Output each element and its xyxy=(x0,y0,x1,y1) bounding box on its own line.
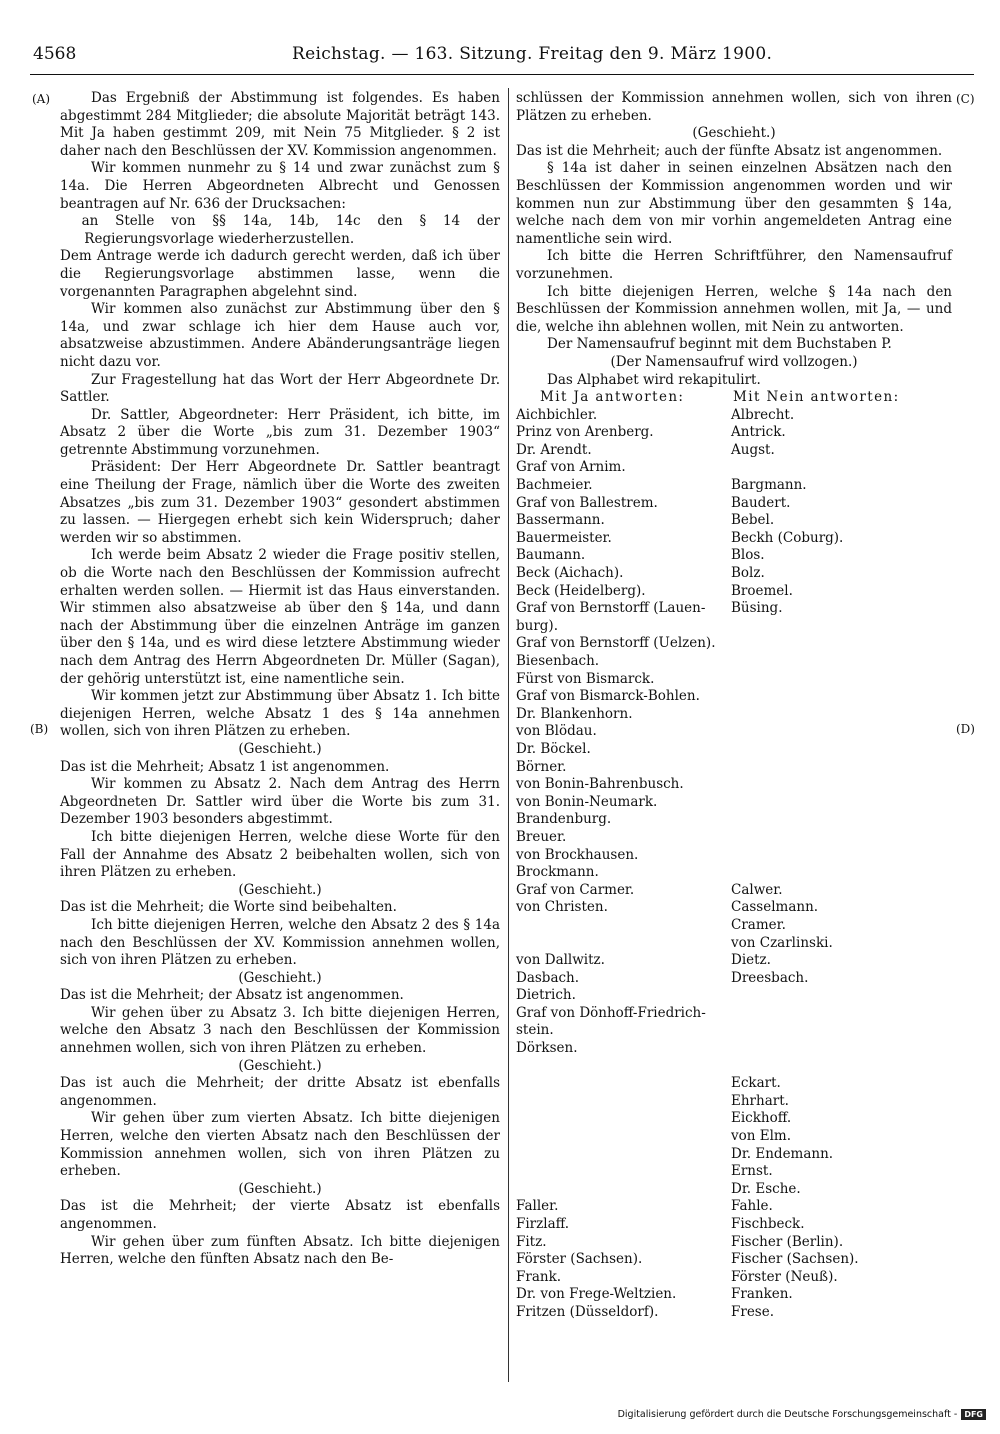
no-name: Bargmann. xyxy=(731,477,807,494)
paragraph: Ich bitte die Herren Schriftführer, den Namensaufruf vorzunehmen. xyxy=(516,248,952,282)
vote-row xyxy=(516,530,952,548)
vote-row xyxy=(516,864,952,882)
margin-mark-b: (B) xyxy=(30,722,49,736)
yes-name: Aichbichler. xyxy=(516,406,598,423)
vote-row xyxy=(516,776,952,794)
vote-row xyxy=(516,1286,952,1304)
no-name: Albrecht. xyxy=(731,406,795,423)
yes-name: Fürst von Bismarck. xyxy=(516,670,655,687)
paragraph: Wir gehen über zu Absatz 3. Ich bitte diejenigen Herren, welche den Absatz 3 nach den Beschlüssen der Kommission annehmen wollen, sich von ihren Plätzen zu erheben. xyxy=(60,1004,500,1057)
yes-name: Faller. xyxy=(516,1198,559,1215)
no-name: Blos. xyxy=(731,547,765,564)
yes-name xyxy=(516,1075,731,1093)
no-name: Ernst. xyxy=(731,1163,773,1180)
vote-row xyxy=(516,547,952,565)
vote-row xyxy=(516,1163,952,1181)
yes-name: Brockmann. xyxy=(516,864,599,881)
no-name xyxy=(731,794,952,812)
no-name: Broemel. xyxy=(731,582,793,599)
vote-row xyxy=(516,952,952,970)
yes-name xyxy=(516,935,731,953)
no-name xyxy=(731,618,952,636)
yes-name: Bauermeister. xyxy=(516,529,612,546)
no-name: Dreesbach. xyxy=(731,969,809,986)
yes-name: Förster (Sachsen). xyxy=(516,1251,643,1268)
paragraph: an Stelle von §§ 14a, 14b, 14c den § 14 der Regierungsvorlage wiederherzustellen. xyxy=(81,213,500,247)
vote-row xyxy=(516,706,952,724)
paragraph: (Geschieht.) xyxy=(238,740,322,757)
paragraph: (Geschieht.) xyxy=(238,1180,322,1197)
vote-row xyxy=(516,917,952,935)
vote-row xyxy=(516,618,952,636)
yes-name xyxy=(516,1058,731,1076)
yes-name: Dr. Böckel. xyxy=(516,740,591,757)
no-name xyxy=(731,776,952,794)
vote-row xyxy=(516,1216,952,1234)
vote-row xyxy=(516,794,952,812)
footer xyxy=(618,1409,986,1420)
yes-name: Prinz von Arenberg. xyxy=(516,424,654,441)
dfg-logo: DFG xyxy=(961,1409,986,1420)
yes-name: Baumann. xyxy=(516,547,586,564)
no-name: Bebel. xyxy=(731,512,775,529)
yes-name: Graf von Ballestrem. xyxy=(516,494,658,511)
no-name xyxy=(731,723,952,741)
paragraph: Wir kommen nunmehr zu § 14 und zwar zunächst zum § 14a. Die Herren Abgeordneten Albrecht und Genossen beantragen auf Nr. 636 der Drucksachen: xyxy=(60,160,500,212)
paragraph: (Geschieht.) xyxy=(238,881,322,898)
footer-text: Digitalisierung gefördert durch die Deutsche Forschungsgemeinschaft - xyxy=(617,1409,958,1420)
vote-row xyxy=(516,811,952,829)
no-name: Beckh (Coburg). xyxy=(731,529,844,546)
no-name: von Czarlinski. xyxy=(731,934,833,951)
vote-row xyxy=(516,1146,952,1164)
right-column-text xyxy=(516,90,952,389)
no-name: Fischer (Sachsen). xyxy=(731,1251,859,1268)
no-name: Dr. Esche. xyxy=(731,1180,801,1197)
no-name xyxy=(731,635,952,653)
paragraph: Wir gehen über zum fünften Absatz. Ich bitte diejenigen Herren, welche den fünften Absatz nach den Be- xyxy=(60,1233,500,1268)
yes-name xyxy=(516,1093,731,1111)
vote-row xyxy=(516,653,952,671)
roll-call-list xyxy=(516,389,952,1321)
no-name xyxy=(731,1058,952,1076)
yes-name xyxy=(516,1128,731,1146)
no-name: Cramer. xyxy=(731,916,786,933)
no-name: Fischer (Berlin). xyxy=(731,1233,844,1250)
vote-row xyxy=(516,583,952,601)
vote-row xyxy=(516,442,952,460)
paragraph: Wir kommen jetzt zur Abstimmung über Absatz 1. Ich bitte diejenigen Herren, welche Absatz 1 des § 14a annehmen wollen, sich von ihren Plätzen zu erheben. xyxy=(60,688,500,740)
no-name: Antrick. xyxy=(731,424,786,441)
vote-row xyxy=(516,882,952,900)
yes-name: Dörksen. xyxy=(516,1040,578,1057)
paragraph: (Geschieht.) xyxy=(692,125,776,142)
no-name: Baudert. xyxy=(731,494,791,511)
paragraph: Präsident: Der Herr Abgeordnete Dr. Sattler beantragt eine Theilung der Frage, nämlich über die Worte des zweiten Absatzes „bis zum 31. Dezember 1903“ gesondert abstimmen zu lassen. — Hiergegen erhebt sich kein Widerspruch; daher werden wir so abstimmen. xyxy=(60,459,500,546)
yes-name: Biesenbach. xyxy=(516,653,600,669)
no-name xyxy=(731,671,952,689)
yes-name: von Blödau. xyxy=(516,723,597,740)
yes-name: Bassermann. xyxy=(516,512,605,529)
vote-row xyxy=(516,1040,952,1058)
paragraph: Das ist auch die Mehrheit; der dritte Absatz ist ebenfalls angenommen. xyxy=(60,1075,500,1109)
vote-row xyxy=(516,1075,952,1093)
yes-name: Dasbach. xyxy=(516,969,580,986)
no-name: Augst. xyxy=(731,441,775,458)
paragraph: Wir kommen zu Absatz 2. Nach dem Antrag des Herrn Abgeordneten Dr. Sattler wird über die Worte bis zum 31. Dezember 1903 besonders abgestimmt. xyxy=(60,776,500,828)
no-name: Ehrhart. xyxy=(731,1092,789,1109)
yes-name: von Brockhausen. xyxy=(516,846,639,863)
paragraph: (Geschieht.) xyxy=(238,969,322,986)
no-name xyxy=(731,987,952,1005)
paragraph: Zur Fragestellung hat das Wort der Herr Abgeordnete Dr. Sattler. xyxy=(60,371,500,406)
vote-row xyxy=(516,424,952,442)
yes-name: von Bonin-Neumark. xyxy=(516,793,658,810)
vote-row xyxy=(516,600,952,618)
no-name: Dietz. xyxy=(731,952,771,969)
column-divider xyxy=(508,88,509,1382)
vote-row xyxy=(516,829,952,847)
yes-name: Brandenburg. xyxy=(516,811,612,828)
header-rule xyxy=(30,74,974,75)
yes-name: Frank. xyxy=(516,1268,562,1285)
paragraph: Ich werde beim Absatz 2 wieder die Frage positiv stellen, ob die Worte nach den Beschlüssen der Kommission aufrecht erhalten werden sollen. — Hiermit ist das Haus einverstanden. Wir stimmen also absatzweise ab über den § 14a, und dann nach der Abstimmung über die einzelnen Anträge im ganzen über den § 14a, und es wird diese letztere Abstimmung wieder nach dem Antrag des Herrn Abgeordneten Dr. Müller (Sagan), der gehörig unterstützt ist, eine namentliche sein. xyxy=(60,547,500,687)
paragraph: Wir gehen über zum vierten Absatz. Ich bitte diejenigen Herren, welche den vierten Absatz nach den Beschlüssen der Kommission annehmen wollen, sich von ihren Plätzen zu erheben. xyxy=(60,1110,500,1180)
no-name: Calwer. xyxy=(731,881,783,898)
paragraph: Wir kommen also zunächst zur Abstimmung über den § 14a, und zwar schlage ich hier dem Hause auch vor, absatzweise abzustimmen. Andere Abänderungsanträge liegen nicht dazu vor. xyxy=(60,301,500,370)
vote-row xyxy=(516,1128,952,1146)
yes-name: Beck (Heidelberg). xyxy=(516,582,646,599)
no-name xyxy=(731,1005,952,1023)
no-name: Eckart. xyxy=(731,1075,781,1092)
paragraph: Das ist die Mehrheit; Absatz 1 ist angenommen. xyxy=(60,758,390,775)
yes-name: Firzlaff. xyxy=(516,1216,570,1232)
no-name: Franken. xyxy=(731,1286,793,1303)
no-name: Förster (Neuß). xyxy=(731,1268,838,1285)
vote-row xyxy=(516,899,952,917)
yes-name: Bachmeier. xyxy=(516,477,593,494)
vote-row xyxy=(516,1304,952,1322)
yes-name: Beck (Aichach). xyxy=(516,565,624,582)
no-name xyxy=(731,1022,952,1040)
vote-row xyxy=(516,1093,952,1111)
paragraph: Ich bitte diejenigen Herren, welche den Absatz 2 des § 14a nach den Beschlüssen der XV. Kommission annehmen wollen, sich von ihren Plätzen zu erheben. xyxy=(60,916,500,969)
paragraph: Das ist die Mehrheit; die Worte sind beibehalten. xyxy=(60,899,397,916)
vote-row xyxy=(516,1058,952,1076)
yes-name: Graf von Bismarck-Bohlen. xyxy=(516,688,700,705)
vote-row xyxy=(516,495,952,513)
vote-row xyxy=(516,1110,952,1128)
no-name xyxy=(731,741,952,759)
running-title: Reichstag. — 163. Sitzung. Freitag den 9. März 1900. xyxy=(292,44,773,64)
vote-row xyxy=(516,1198,952,1216)
vote-row xyxy=(516,935,952,953)
vote-row xyxy=(516,741,952,759)
yes-name xyxy=(516,1146,731,1164)
vote-row xyxy=(516,987,952,1005)
yes-name: Börner. xyxy=(516,758,567,775)
margin-mark-c: (C) xyxy=(956,92,975,106)
yes-name: stein. xyxy=(516,1022,554,1039)
paragraph: Das Alphabet wird rekapitulirt. xyxy=(547,371,761,388)
vote-row xyxy=(516,688,952,706)
vote-row xyxy=(516,1005,952,1023)
vote-row xyxy=(516,1251,952,1269)
yes-name: burg). xyxy=(516,617,558,634)
paragraph: Dr. Sattler, Abgeordneter: Herr Präsident, ich bitte, im Absatz 2 über die Worte „bis zum 31. Dezember 1903“ getrennte Abstimmung vorzunehmen. xyxy=(60,406,500,458)
yes-name xyxy=(516,1110,731,1128)
no-name xyxy=(731,847,952,865)
margin-mark-a: (A) xyxy=(32,92,51,106)
yes-name: von Christen. xyxy=(516,899,608,916)
paragraph: Das ist die Mehrheit; der Absatz ist angenommen. xyxy=(60,987,404,1004)
paragraph: Das ist die Mehrheit; auch der fünfte Absatz ist angenommen. xyxy=(516,142,943,159)
yes-name: Dr. von Frege-Weltzien. xyxy=(516,1286,677,1303)
yes-name: Graf von Dönhoff-Friedrich- xyxy=(516,1004,706,1021)
yes-name xyxy=(516,1181,731,1199)
vote-row xyxy=(516,1181,952,1199)
yes-name xyxy=(516,1163,731,1181)
yes-name: Graf von Bernstorff (Lauen- xyxy=(516,600,706,617)
vote-row xyxy=(516,635,952,653)
right-column xyxy=(516,90,952,1322)
no-name: Dr. Endemann. xyxy=(731,1145,834,1162)
vote-row xyxy=(516,407,952,425)
paragraph: (Geschieht.) xyxy=(238,1057,322,1074)
no-name xyxy=(731,1040,952,1058)
no-name: Frese. xyxy=(731,1303,775,1320)
yes-name: Graf von Arnim. xyxy=(516,459,626,476)
left-column xyxy=(60,90,500,1269)
vote-row xyxy=(516,1022,952,1040)
paragraph: Der Namensaufruf beginnt mit dem Buchstaben P. xyxy=(547,336,892,353)
margin-mark-d: (D) xyxy=(956,722,975,736)
paragraph: (Der Namensaufruf wird vollzogen.) xyxy=(610,353,858,370)
roll-call-header xyxy=(516,389,952,407)
no-name xyxy=(731,653,952,671)
yes-name: Dietrich. xyxy=(516,987,576,1004)
vote-row xyxy=(516,512,952,530)
yes-name: von Dallwitz. xyxy=(516,952,605,969)
no-name: von Elm. xyxy=(731,1128,792,1145)
vote-rows xyxy=(516,407,952,1322)
vote-row xyxy=(516,477,952,495)
no-name xyxy=(731,688,952,706)
no-name: Eickhoff. xyxy=(731,1110,792,1127)
vote-row xyxy=(516,723,952,741)
vote-row xyxy=(516,847,952,865)
yes-name: von Bonin-Bahrenbusch. xyxy=(516,776,684,793)
yes-name: Dr. Blankenhorn. xyxy=(516,705,633,722)
vote-row xyxy=(516,459,952,477)
no-name: Fahle. xyxy=(731,1198,773,1215)
page-header xyxy=(0,0,1000,70)
no-name: Büsing. xyxy=(731,600,783,617)
no-name xyxy=(731,459,952,477)
no-name xyxy=(731,829,952,847)
yes-name: Fritzen (Düsseldorf). xyxy=(516,1303,659,1320)
yes-name: Graf von Carmer. xyxy=(516,881,635,898)
paragraph: Ich bitte diejenigen Herren, welche § 14a nach den Beschlüssen der Kommission annehmen wollen, mit Ja, — und die, welche ihn ablehnen wollen, mit Nein zu antworten. xyxy=(516,283,952,335)
yes-name: Breuer. xyxy=(516,828,567,845)
no-name xyxy=(731,706,952,724)
no-name xyxy=(731,759,952,777)
paragraph: schlüssen der Kommission annehmen wollen, sich von ihren Plätzen zu erheben. xyxy=(516,90,952,124)
yes-name: Graf von Bernstorff (Uelzen). xyxy=(516,635,716,652)
vote-row xyxy=(516,1269,952,1287)
paragraph: Das ist die Mehrheit; der vierte Absatz ist ebenfalls angenommen. xyxy=(60,1198,500,1232)
no-name: Casselmann. xyxy=(731,899,819,916)
vote-row xyxy=(516,671,952,689)
yes-name: Fitz. xyxy=(516,1233,547,1250)
yes-header: Mit Ja antworten: xyxy=(540,389,685,406)
page-number: 4568 xyxy=(33,44,77,64)
vote-row xyxy=(516,970,952,988)
no-name: Fischbeck. xyxy=(731,1216,805,1232)
no-name xyxy=(731,864,952,882)
no-name xyxy=(731,811,952,829)
vote-row xyxy=(516,759,952,777)
no-header: Mit Nein antworten: xyxy=(733,389,900,406)
no-name: Bolz. xyxy=(731,565,765,582)
vote-row xyxy=(516,1234,952,1252)
paragraph: Das Ergebniß der Abstimmung ist folgendes. Es haben abgestimmt 284 Mitglieder; die absolute Majorität beträgt 143. Mit Ja haben gestimmt 209, mit Nein 75 Mitglieder. § 2 ist daher nach den Beschlüssen der XV. Kommission angenommen. xyxy=(60,90,500,159)
paragraph: Dem Antrage werde ich dadurch gerecht werden, daß ich über die Regierungsvorlage abstimmen lasse, wenn die vorgenannten Paragraphen abgelehnt sind. xyxy=(60,248,500,300)
paragraph: Ich bitte diejenigen Herren, welche diese Worte für den Fall der Annahme des Absatz 2 beibehalten wollen, sich von ihren Plätzen zu erheben. xyxy=(60,828,500,881)
vote-row xyxy=(516,565,952,583)
yes-name xyxy=(516,917,731,935)
paragraph: § 14a ist daher in seinen einzelnen Absätzen nach den Beschlüssen der Kommission angenommen worden und wir kommen nun zur Abstimmung über den gesammten § 14a, welche nach dem von mir vorhin angemeldeten Antrag eine namentliche sein wird. xyxy=(516,160,952,247)
yes-name: Dr. Arendt. xyxy=(516,441,592,458)
